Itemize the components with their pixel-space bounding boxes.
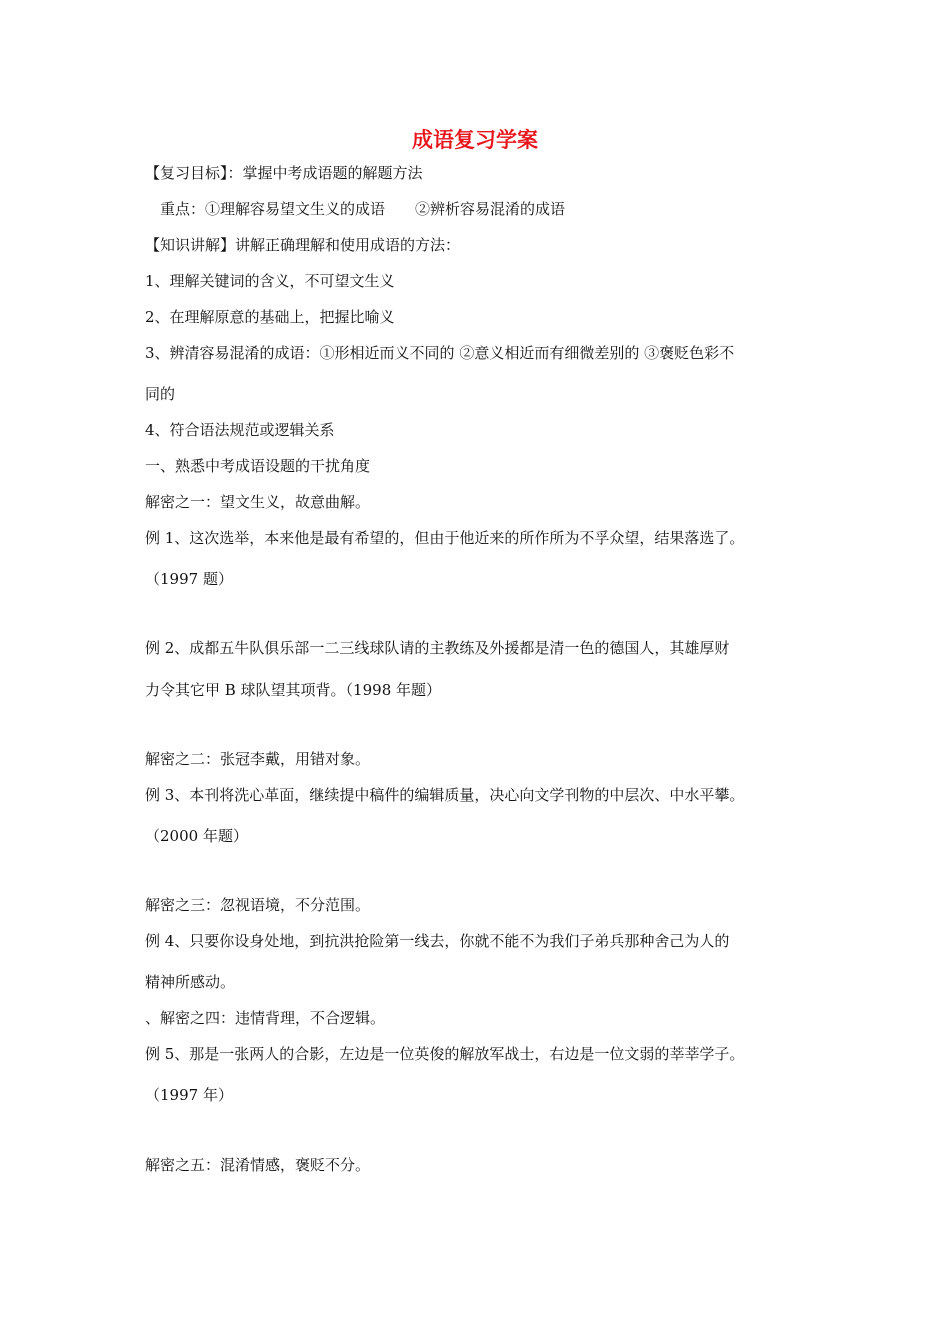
secret-3: 解密之三：忽视语境，不分范围。 <box>145 896 371 914</box>
method-4: 4、符合语法规范或逻辑关系 <box>145 421 335 439</box>
objective-line: 【复习目标】：掌握中考成语题的解题方法 <box>145 164 423 182</box>
key-points-label: 重点： <box>160 200 206 218</box>
method-1: 1、理解关键词的含义，不可望文生义 <box>145 272 395 290</box>
example-3-line-2: （2000 年题） <box>145 827 248 845</box>
secret-1: 解密之一：望文生义，故意曲解。 <box>145 493 371 511</box>
example-4-line-2: 精神所感动。 <box>145 973 236 991</box>
example-1-line-1: 例 1、这次选举，本来他是最有希望的，但由于他近来的所作所为不孚众望，结果落选了。 <box>145 529 745 547</box>
example-4-line-1: 例 4、只要你设身处地，到抗洪抢险第一线去，你就不能不为我们子弟兵那种舍己为人的 <box>145 932 730 950</box>
example-2-line-2: 力令其它甲 B 球队望其项背。（1998 年题） <box>145 681 442 699</box>
secret-2: 解密之二：张冠李戴，用错对象。 <box>145 750 371 768</box>
key-point-1: ①理解容易望文生义的成语 <box>205 200 386 218</box>
secret-5: 解密之五：混淆情感，褒贬不分。 <box>145 1156 371 1174</box>
section-heading: 一、熟悉中考成语设题的干扰角度 <box>145 457 371 475</box>
example-5-line-1: 例 5、那是一张两人的合影，左边是一位英俊的解放军战士，右边是一位文弱的莘莘学子。 <box>145 1045 745 1063</box>
secret-4: 、解密之四：违情背理，不合逻辑。 <box>145 1009 386 1027</box>
example-1-line-2: （1997 题） <box>145 570 233 588</box>
key-point-2: ②辨析容易混淆的成语 <box>415 200 566 218</box>
method-2: 2、在理解原意的基础上，把握比喻义 <box>145 308 395 326</box>
page-title: 成语复习学案 <box>412 128 538 152</box>
example-2-line-1: 例 2、成都五牛队俱乐部一二三线球队请的主教练及外援都是清一色的德国人，其雄厚财 <box>145 639 730 657</box>
example-5-line-2: （1997 年） <box>145 1086 233 1104</box>
method-3: 3、辨清容易混淆的成语：①形相近而义不同的 ②意义相近而有细微差别的 ③褒贬色彩不 <box>145 344 735 362</box>
example-3-line-1: 例 3、本刊将洗心革面，继续提中稿件的编辑质量，决心向文学刊物的中层次、中水平攀。 <box>145 786 745 804</box>
knowledge-line: 【知识讲解】讲解正确理解和使用成语的方法： <box>145 236 461 254</box>
method-3-continued: 同的 <box>145 385 176 403</box>
key-points-line <box>160 199 830 219</box>
